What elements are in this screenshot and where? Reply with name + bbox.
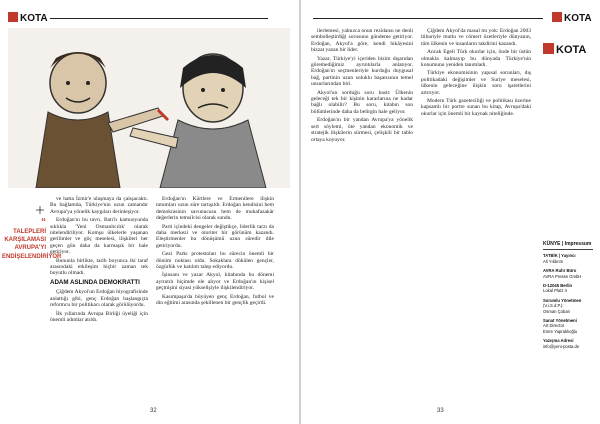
masthead-line: D-12045 Berlin: [543, 283, 573, 289]
masthead-line: Art Director: [543, 323, 565, 329]
masthead-block: [543, 298, 593, 314]
header-rule: [313, 18, 543, 19]
left-page: [0, 0, 299, 424]
masthead-block: [543, 338, 593, 349]
header-logo-icon: [8, 10, 48, 24]
masthead-tag: KÜNYE | Impressum: [543, 241, 592, 247]
paragraph: ve hatta İzmir'e ulaşmaya da çalışacaktı. Bu bağlamda, Türkiye'nin uzun zamandır Avrupa'ya yönelik kaygıları derinleşiyor.: [50, 196, 148, 215]
masthead-line: Sorumlu Yönetmen: [543, 297, 582, 303]
paragraph: Parti içindeki dengeler değiştikçe, liderlik tarzı da daha merkezi ve otoriter bir görünüm kazandı. Eleştirmenler bu dönüşümü uzun süredir dile getiriyordu.: [156, 223, 274, 249]
paragraph: ilerlemesi, yalnızca onun rezidansı ne denli sembolleştirdiği sorusunu gündeme getiriyor. Erdoğan, Akyol'a göre, kendi hikâyesini bizzat yazan bir lider.: [311, 28, 413, 54]
pull-quote: [2, 217, 62, 261]
svg-text:KOTA: KOTA: [20, 13, 48, 24]
paragraph: İlk yıllarında Avrupa Birliği üyeliği için önemli adımlar atıldı.: [50, 310, 148, 323]
paragraph: Bununla birlikte, tarih boyunca iki taraf arasındaki etkileşim hiçbir zaman tek boyutlu olmadı.: [50, 257, 148, 277]
caricature-illustration: [8, 28, 290, 188]
masthead-line: Ali Yıldırım: [543, 258, 564, 264]
paragraph: Erdoğan'ın Kürtlere ve Ermenilere ilişkin tutumları uzun süre tartışıldı. Erdoğan kendisini hem demokrasinin savunucusu hem de muhafazakâr değerlerin temsilcisi olarak sundu.: [156, 196, 274, 222]
paragraph: Modern Türk gazeteciliği ve politikası üzerine kapsamlı bir portre sunan bu kitap, Avrupa'daki okurlar için önemli bir kaynak niteliğinde.: [421, 98, 531, 117]
page-number: 32: [150, 408, 157, 414]
paragraph: Türkiye ekonomisinin yapısal sorunları, dış politikadaki değişimler ve Suriye meselesi, ülkenin geleceğine ilişkin soru işaretlerini artırıyor.: [421, 70, 531, 96]
header-rule: [50, 18, 268, 19]
right-page: [301, 0, 600, 424]
section-heading: ADAM ASLINDA DEMOKRATTI: [50, 278, 140, 286]
svg-text:KOTA: KOTA: [556, 44, 587, 56]
paragraph: Gezi Parkı protestoları bu sürecin önemli bir dönüm noktası oldu. Sokaklara dökülen gençler, özgürlük ve katılım talep ediyordu.: [156, 251, 274, 271]
paragraph: Akyol'un sorduğu soru basit: Ülkenin geleceği tek bir kişinin kararlarına ne kadar bağlı olabilir? Bu soru, kitabın son bölümlerinde daha da belirgin hale geliyor.: [311, 89, 413, 115]
masthead: [543, 242, 593, 353]
text-column-2: [156, 196, 274, 309]
pull-quote-line: ENDİŞELENDİRİYOR: [2, 253, 62, 260]
masthead-rule: [543, 249, 593, 250]
masthead-line: Sanat Yönetmeni: [543, 318, 577, 324]
masthead-line: Lokal Platz 4: [543, 288, 567, 294]
masthead-line: Osman Çoban: [543, 308, 570, 314]
page-number: 33: [437, 408, 444, 414]
masthead-line: (V.i.S.d.P.):: [543, 303, 564, 309]
masthead-block: [543, 283, 593, 294]
masthead-block: [543, 268, 593, 279]
crosshair-mark-icon: [36, 206, 44, 214]
paragraph: Yazar, Türkiye'yi içeriden bizim dışarıdan göremediğimiz ayrıntılarla anlatıyor. Erdoğan'ın seçmenleriyle kurduğu duygusal bağ, partinin uzun soluklu başarısının temel unsurlarından biri.: [311, 55, 413, 88]
masthead-line: AVRA Presse GmbH: [543, 273, 582, 279]
masthead-line: info@yeni-posta.de: [543, 343, 580, 349]
masthead-logo-icon: [543, 40, 587, 56]
text-column-1: [50, 196, 148, 325]
paragraph: Çiğdem Akyol'un Erdoğan biyografisinde anlattığı gibi, genç Erdoğan başlangıçta reformcu bir politikacı olarak görülüyordu.: [50, 289, 148, 309]
pull-quote-line: AVRUPA'YI: [14, 245, 46, 252]
quote-mark-icon: “: [41, 217, 46, 228]
paragraph: Erdoğan'ın bu tavrı, Batı'lı kamuoyunda sıklıkla 'Yeni Osmanlıcılık' olarak nitelendiriliyor. Komşu ülkelerle yaşanan gerilimler ve göç meselesi, ilişkileri her geçen gün daha da karmaşık bir hale getiriyor.: [50, 217, 148, 256]
pull-quote-line: KARŞILAMASI: [4, 237, 46, 244]
masthead-block: [543, 318, 593, 334]
masthead-line: Yazışma Adresi: [543, 338, 574, 344]
paragraph: Kasımpaşa'da büyüyen genç Erdoğan, futbol ve din eğitimi arasında şekillenen bir gençlik geçirdi.: [156, 293, 274, 307]
svg-text:KOTA: KOTA: [564, 13, 592, 24]
paragraph: Erdoğan'ın bir yandan Avrupa'ya yönelik sert söylemi, öte yandan ekonomik ve stratejik ilişkilerin sürmesi, çelişkili bir tablo ortaya koyuyor.: [311, 117, 413, 143]
masthead-line: Emre Yapraklıoğlu: [543, 328, 578, 334]
text-column-3: [311, 28, 413, 145]
masthead-line: AVRA Ruhr Büro: [543, 268, 577, 274]
masthead-block: [543, 253, 593, 264]
header-logo-icon: [552, 10, 592, 24]
masthead-line: TATBİK | Yayıncı: [543, 253, 576, 259]
paragraph: Ancak Egeli Türk okurlar için, önde bir üstün olmakla kalmayıp bu dünyada Türkiye'nin konumunu yeniden tanımladı.: [421, 49, 531, 69]
paragraph: İşinsanı ve yazar Akyol, kitabında bu dönemi ayrıntılı biçimde ele alıyor ve Erdoğan'ın kişisel geçmişini siyasi yükselişiyle ilişkilendiriyor.: [156, 272, 274, 292]
pull-quote-line: TALEPLERİ: [13, 229, 46, 235]
paragraph: Çiğdem Akyol'da masal mı yok: Erdoğan 2003 itibariyle mutlu ve cömert özetleriyle dünyanın, tüm ülkenin ve insanların takdirini kazandı.: [421, 28, 531, 47]
text-column-4: [421, 28, 531, 119]
